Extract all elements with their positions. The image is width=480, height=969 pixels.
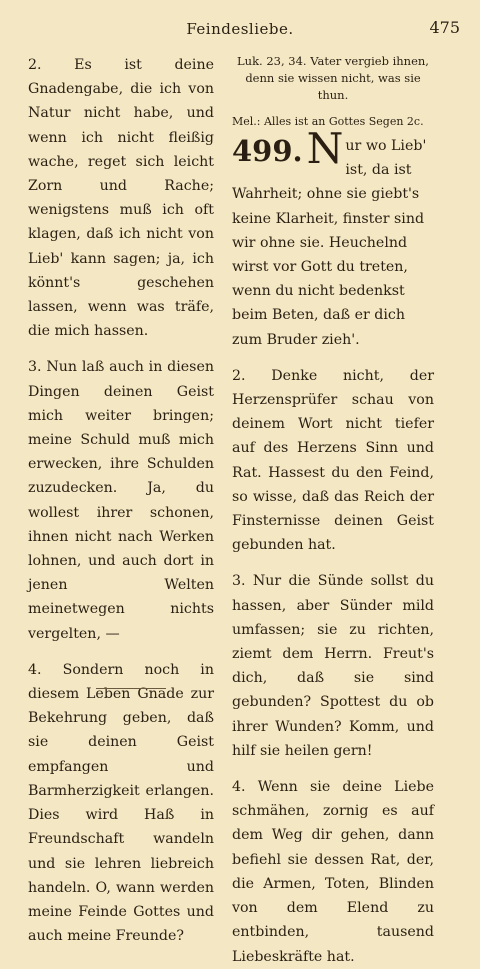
melody-note: Mel.: Alles ist an Gottes Segen 2c.	[232, 115, 424, 128]
stanza-4: 4. Sondern noch in diesem Leben Gnade zur Bekehrung geben, daß sie deinen Geist empfangen und Barmherzigkeit erlangen. Dies wird Haß in Freundschaft wandeln und sie lehren liebreich handeln. O, wann werden meine Feinde Gottes und auch meine Freunde?	[28, 661, 214, 945]
scripture-reference-line1: Luk. 23, 34. Vater vergieb ihnen,	[237, 54, 429, 68]
drop-cap: N	[306, 124, 344, 173]
right-column	[232, 53, 434, 969]
end-rule	[96, 688, 166, 689]
running-head-title: Feindesliebe.	[186, 20, 294, 38]
stanza-2: 2. Es ist deine Gnadengabe, die ich von Natur nicht habe, und wenn ich nicht fleißig wache, reget sich leicht Zorn und Rache; wenigstens muß ich oft klagen, daß ich nicht von Lieb' kann sagen; ja, ich könnt's geschehen lassen, wenn was träfe, die mich hassen.	[28, 57, 214, 340]
hymn-499	[232, 124, 434, 352]
stanza-4-right: 4. Wenn sie deine Liebe schmähen, zornig es auf dem Weg dir gehen, dann befiehl sie dessen Rat, der, die Armen, Toten, Blinden von dem Elend zu entbinden, tausend Liebeskräfte hat.	[232, 779, 434, 965]
page-number: 475	[429, 18, 460, 37]
hymn-number: 499.	[232, 134, 303, 168]
stanza-2-right: 2. Denke nicht, der Herzensprüfer schau von deinem Wort nicht tiefer auf des Herzens Sinn und Rat. Hassest du den Feind, so wisse, daß das Reich der Finsternisse deinen Geist gebunden hat.	[232, 367, 434, 554]
stanza-3-right: 3. Nur die Sünde sollst du hassen, aber Sünder mild umfassen; sie zu richten, ziemt dem Herrn. Freut's dich, daß sie sind gebunden? Spottest du ob ihrer Wunden? Komm, und hilf sie heilen gern!	[232, 573, 434, 759]
left-column	[28, 53, 214, 948]
stanza-3: 3. Nun laß auch in diesen Dingen deinen Geist mich weiter bringen; meine Schuld muß mich erwecken, ihre Schulden zuzudecken. Ja, du wollest ihrer schonen, ihnen nicht nach Werken lohnen, und auch dort in jenen Welten meinetwegen nichts vergelten, —	[28, 359, 214, 642]
scripture-reference-line2: denn sie wissen nicht, was sie thun.	[245, 71, 421, 102]
stanza-1-text: ur wo Lieb' ist, da ist Wahrheit; ohne sie giebt's keine Klarheit, finster sind wir ohne sie. Heuchelnd wirst vor Gott du treten, wenn du nicht bedenkst beim Beten, daß er dich zum Bruder zieh'.	[232, 138, 427, 348]
